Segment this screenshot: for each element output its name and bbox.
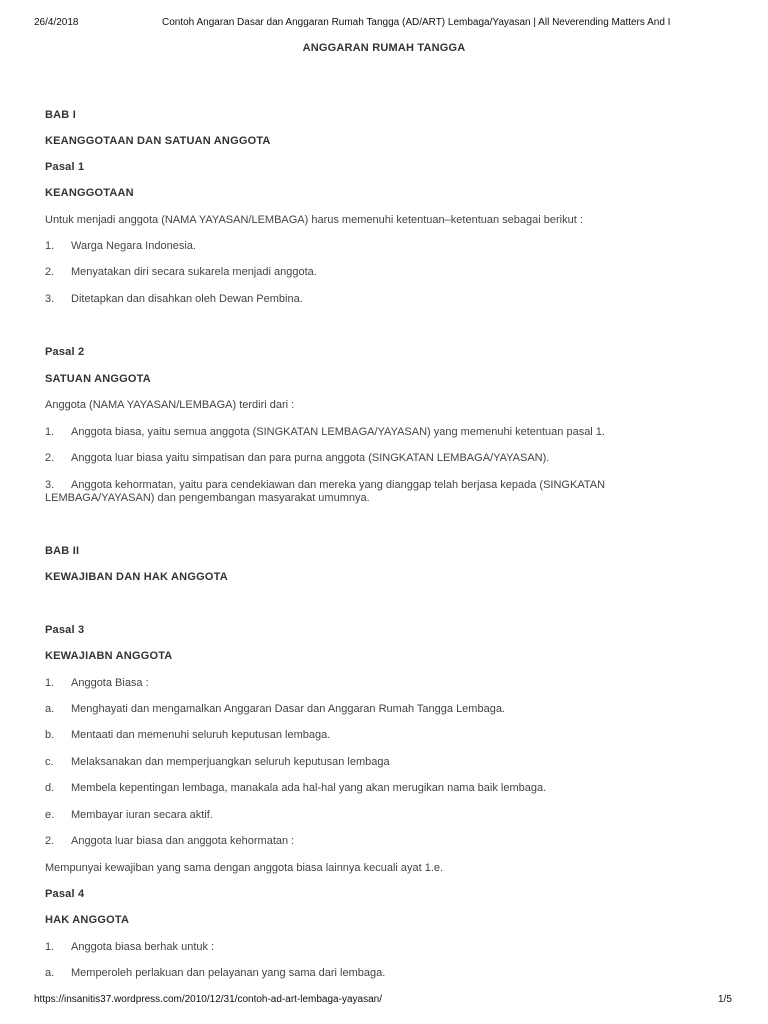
list-item: Mentaati dan memenuhi seluruh keputusan lembaga. xyxy=(71,729,331,741)
list-number: a. xyxy=(45,703,55,715)
list-item: Membayar iuran secara aktif. xyxy=(71,809,213,821)
list-number: 2. xyxy=(45,266,55,278)
list-number: d. xyxy=(45,782,55,794)
list-item: Melaksanakan dan memperjuangkan seluruh keputusan lembaga xyxy=(71,756,390,768)
list-item: Anggota biasa, yaitu semua anggota (SINGKATAN LEMBAGA/YAYASAN) yang memenuhi ketentuan pasal 1. xyxy=(71,426,605,438)
list-number: 3. xyxy=(45,293,55,305)
list-number: 1. xyxy=(45,240,55,252)
list-item: Ditetapkan dan disahkan oleh Dewan Pembina. xyxy=(71,293,303,305)
list-number: c. xyxy=(45,756,54,768)
article-heading: Pasal 2 xyxy=(45,346,85,358)
list-item: Anggota Biasa : xyxy=(71,677,149,689)
chapter-heading: BAB I xyxy=(45,109,76,121)
paragraph: Anggota (NAMA YAYASAN/LEMBAGA) terdiri dari : xyxy=(45,399,295,411)
page-number: 1/5 xyxy=(718,994,732,1005)
list-item: Anggota kehormatan, yaitu para cendekiawan dan mereka yang dianggap telah berjasa kepada (SINGKATAN LEMBAGA/YAYASAN) dan pengembangan masyarakat umumnya. xyxy=(45,479,606,504)
list-item: Warga Negara Indonesia. xyxy=(71,240,196,252)
paragraph: Mempunyai kewajiban yang sama dengan anggota biasa lainnya kecuali ayat 1.e. xyxy=(45,862,444,874)
list-number: 1. xyxy=(45,677,55,689)
list-item: Membela kepentingan lembaga, manakala ada hal-hal yang akan merugikan nama baik lembaga. xyxy=(71,782,547,794)
article-title: HAK ANGGOTA xyxy=(45,914,130,926)
list-item: Anggota biasa berhak untuk : xyxy=(71,941,215,953)
list-number: 1. xyxy=(45,941,55,953)
list-number: 2. xyxy=(45,452,55,464)
list-number: 1. xyxy=(45,426,55,438)
list-item: Memperoleh perlakuan dan pelayanan yang sama dari lembaga. xyxy=(71,967,386,979)
print-page-title: Contoh Angaran Dasar dan Anggaran Rumah Tangga (AD/ART) Lembaga/Yayasan | All Neverending Matters And I xyxy=(162,17,671,28)
list-item: Menyatakan diri secara sukarela menjadi anggota. xyxy=(71,266,317,278)
article-heading: Pasal 4 xyxy=(45,888,85,900)
article-heading: Pasal 3 xyxy=(45,624,85,636)
list-item: Anggota luar biasa dan anggota kehormatan : xyxy=(71,835,295,847)
list-number: b. xyxy=(45,729,55,741)
chapter-title: KEANGGOTAAN DAN SATUAN ANGGOTA xyxy=(45,135,271,147)
list-number: 3. xyxy=(45,479,55,491)
list-item: Anggota luar biasa yaitu simpatisan dan para purna anggota (SINGKATAN LEMBAGA/YAYASAN). xyxy=(71,452,550,464)
article-heading: Pasal 1 xyxy=(45,161,85,173)
paragraph: Untuk menjadi anggota (NAMA YAYASAN/LEMBAGA) harus memenuhi ketentuan–ketentuan sebagai berikut : xyxy=(45,214,583,226)
chapter-title: KEWAJIBAN DAN HAK ANGGOTA xyxy=(45,571,228,583)
list-item: Menghayati dan mengamalkan Anggaran Dasar dan Anggaran Rumah Tangga Lembaga. xyxy=(71,703,505,715)
chapter-heading: BAB II xyxy=(45,545,80,557)
document-title: ANGGARAN RUMAH TANGGA xyxy=(302,42,466,54)
article-title: KEANGGOTAAN xyxy=(45,187,134,199)
print-date: 26/4/2018 xyxy=(34,17,79,28)
print-url: https://insanitis37.wordpress.com/2010/12/31/contoh-ad-art-lembaga-yayasan/ xyxy=(34,994,382,1005)
article-title: SATUAN ANGGOTA xyxy=(45,373,151,385)
article-title: KEWAJIABN ANGGOTA xyxy=(45,650,173,662)
list-number: 2. xyxy=(45,835,55,847)
list-number: a. xyxy=(45,967,55,979)
list-number: e. xyxy=(45,809,55,821)
